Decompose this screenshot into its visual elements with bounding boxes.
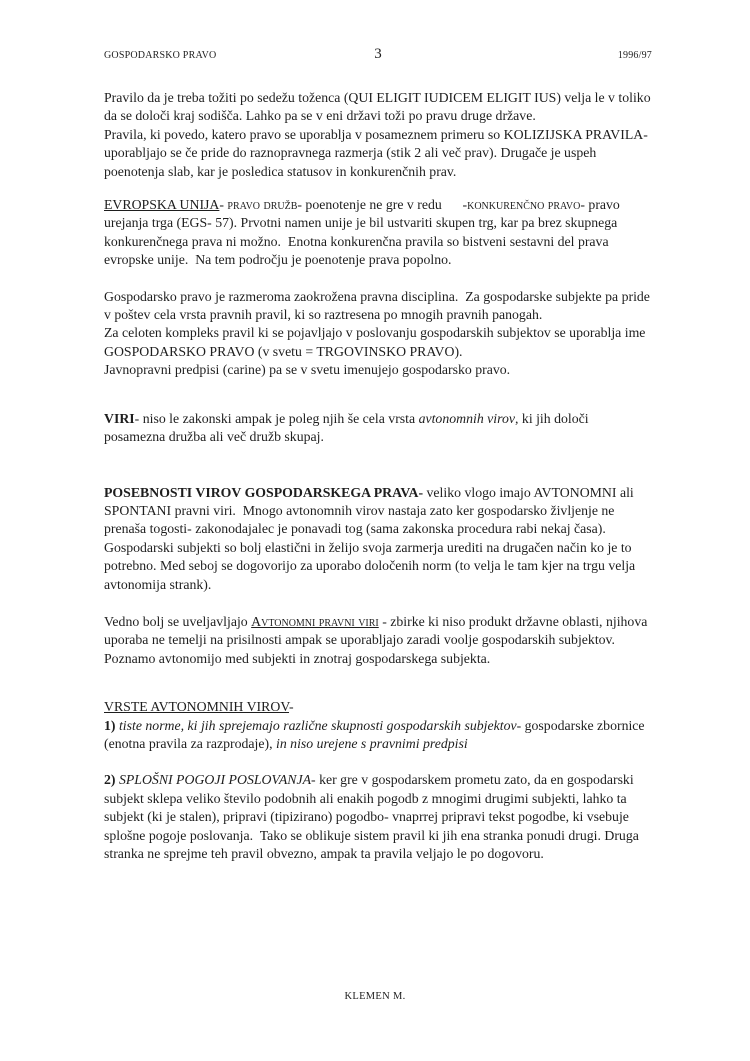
text-run: gospodarske zbornice (enotna pravila za razprodaje), — [104, 717, 649, 751]
text-run: Poznamo avtonomijo med subjekti in znotraj gospodarskega subjekta. — [104, 650, 491, 666]
para-vrsta-2 — [104, 771, 652, 863]
text-run: Gospodarsko pravo je razmeroma zaokrožena pravna disciplina. Za gospodarske subjekte pa pride v poštev cela vrsta pravnih pravil, ki so raztresena po mnogih pravnih panogah. — [104, 288, 654, 323]
para-viri — [104, 410, 652, 447]
header-document-title: GOSPODARSKO PRAVO — [104, 50, 217, 61]
para-vrste-avtonomnih-virov — [104, 698, 652, 716]
para-vrsta-1 — [104, 717, 652, 754]
text-run: tiste norme, ki jih sprejemajo različne skupnosti gospodarskih subjektov- — [118, 717, 522, 733]
text-run: Javnopravni predpisi (carine) pa se v svetu imenujejo gospodarsko pravo. — [104, 362, 511, 378]
header-school-year: 1996/97 — [617, 50, 652, 61]
document-body — [104, 89, 655, 863]
para-evropska-unija — [104, 196, 652, 270]
para-avtonomija — [104, 650, 652, 668]
text-run: - — [289, 699, 294, 715]
text-run: veliko vlogo imajo AVTONOMNI ali SPONTANI pravni viri. Mnogo avtonomnih virov nastaja zato ker gospodarsko življenje ne prenaša togosti- zakonodajalec je ponavadi tog (sama zakonska procedura rabi nekaj časa). Gospodarski subjekti so bolj elastični in želijo svoja zarmerja urediti na drugačen način ko je to potrebno. Med seboj se dogovorijo za uporabo določenih norm (to velja le tam kjer na trgu velja avtonomija strank). — [104, 484, 639, 592]
para-kolizijska-pravila — [104, 126, 652, 181]
text-run: - poenotenje ne gre v redu - — [297, 197, 468, 213]
text-run: - pravo urejanja trga (EGS- 57). Prvotni namen unije je bil ustvariti skupen trg, kar pa brez skupnega konkurenčnega prava ni možno. Enotna konkurenčna pravila so bistveni sestavni del prava evropske unije. Na tem področju je poenotenje prava popolno. — [104, 197, 624, 268]
para-tozba-sedez — [104, 89, 655, 126]
term-pravo-druzb: pravo družb — [227, 197, 298, 213]
term-avtonomni-pravni-viri: Avtonomni pravni viri — [251, 613, 379, 629]
text-run: - niso le zakonski ampak je poleg njih še cela vrsta — [134, 410, 419, 426]
para-gospodarsko-pravo-disciplina — [104, 288, 652, 325]
text-run: Pravilo da je treba tožiti po sedežu toženca (QUI ELIGIT IUDICEM ELIGIT IUS) velja le v toliko da se določi kraj sodišča. Lahko pa se v eni državi toži po pravu druge države. — [104, 90, 655, 124]
text-run: in niso urejene s pravnimi predpisi — [275, 735, 468, 751]
document-page — [104, 46, 655, 863]
text-run: Za celoten kompleks pravil ki se pojavljajo v poslovanju gospodarskih subjektov se uporablja ime GOSPODARSKO PRAVO (v svetu = TRGOVINSKO PRAVO). — [104, 325, 649, 359]
text-run: Pravila, ki povedo, katero pravo se uporablja v posameznem primeru so KOLIZIJSKA PRAVILA- uporabljajo se če pride do raznopravnega razmerja (stik 2 ali več prav). Drugače je uspeh poenotenja slab, kar je posledica statusov in konkurenčnih prav. — [104, 126, 652, 179]
term-konkurencno-pravo: konkurenčno pravo — [467, 197, 581, 213]
heading-posebnosti-virov: POSEBNOSTI VIROV GOSPODARSKEGA PRAVA- — [104, 484, 424, 500]
heading-evropska-unija: EVROPSKA UNIJA — [104, 197, 220, 213]
para-posebnosti-virov — [104, 484, 652, 594]
para-javnopravni-predpisi — [104, 361, 652, 379]
text-run: - — [219, 197, 228, 213]
list-number-1: 1) — [104, 717, 116, 733]
footer-author-name: KLEMEN M. — [344, 991, 406, 1002]
text-run: Vedno bolj se uveljavljajo — [104, 613, 252, 629]
text-run: , ki jih določi posamezna družba ali več družb skupaj. — [104, 410, 593, 445]
text-run: ker gre v gospodarskem prometu zato, da en gospodarski subjekt sklepa veliko število podobnih ali enakih pogodb z mnogimi drugimi subjekti, lahko ta subjekt (ki je stalen), pripravi (tipizirano) pogodbo- vnaprrej pripravi tekst pogodbe, ki vsebuje splošne pogoje poslovanja. Tako se oblikuje sistem pravil ki jih ena stranka ponudi drugi. Druga stranka ne sprejme teh pravil obvezno, ampak ta pravila veljajo le po dogovoru. — [104, 772, 643, 861]
list-number-2: 2) — [104, 772, 116, 788]
para-avtonomni-pravni-viri — [104, 613, 652, 650]
page-footer — [0, 991, 750, 1002]
page-header — [104, 46, 652, 63]
header-page-number: 3 — [374, 46, 382, 62]
text-run: - zbirke ki niso produkt državne oblasti, njihova uporaba ne temelji na prisilnosti ampak se uporabljajo zaradi voolje gospodarskih subjektov. — [104, 613, 651, 648]
heading-vrste-avtonomnih-virov: VRSTE AVTONOMNIH VIROV — [104, 699, 290, 715]
para-gospodarsko-pravo-ime — [104, 324, 652, 361]
term-viri: VIRI — [104, 410, 135, 426]
term-avtonomni-viri: avtonomnih virov — [418, 410, 516, 426]
term-splosni-pogoji-poslovanja: SPLOŠNI POGOJI POSLOVANJA- — [118, 772, 316, 788]
